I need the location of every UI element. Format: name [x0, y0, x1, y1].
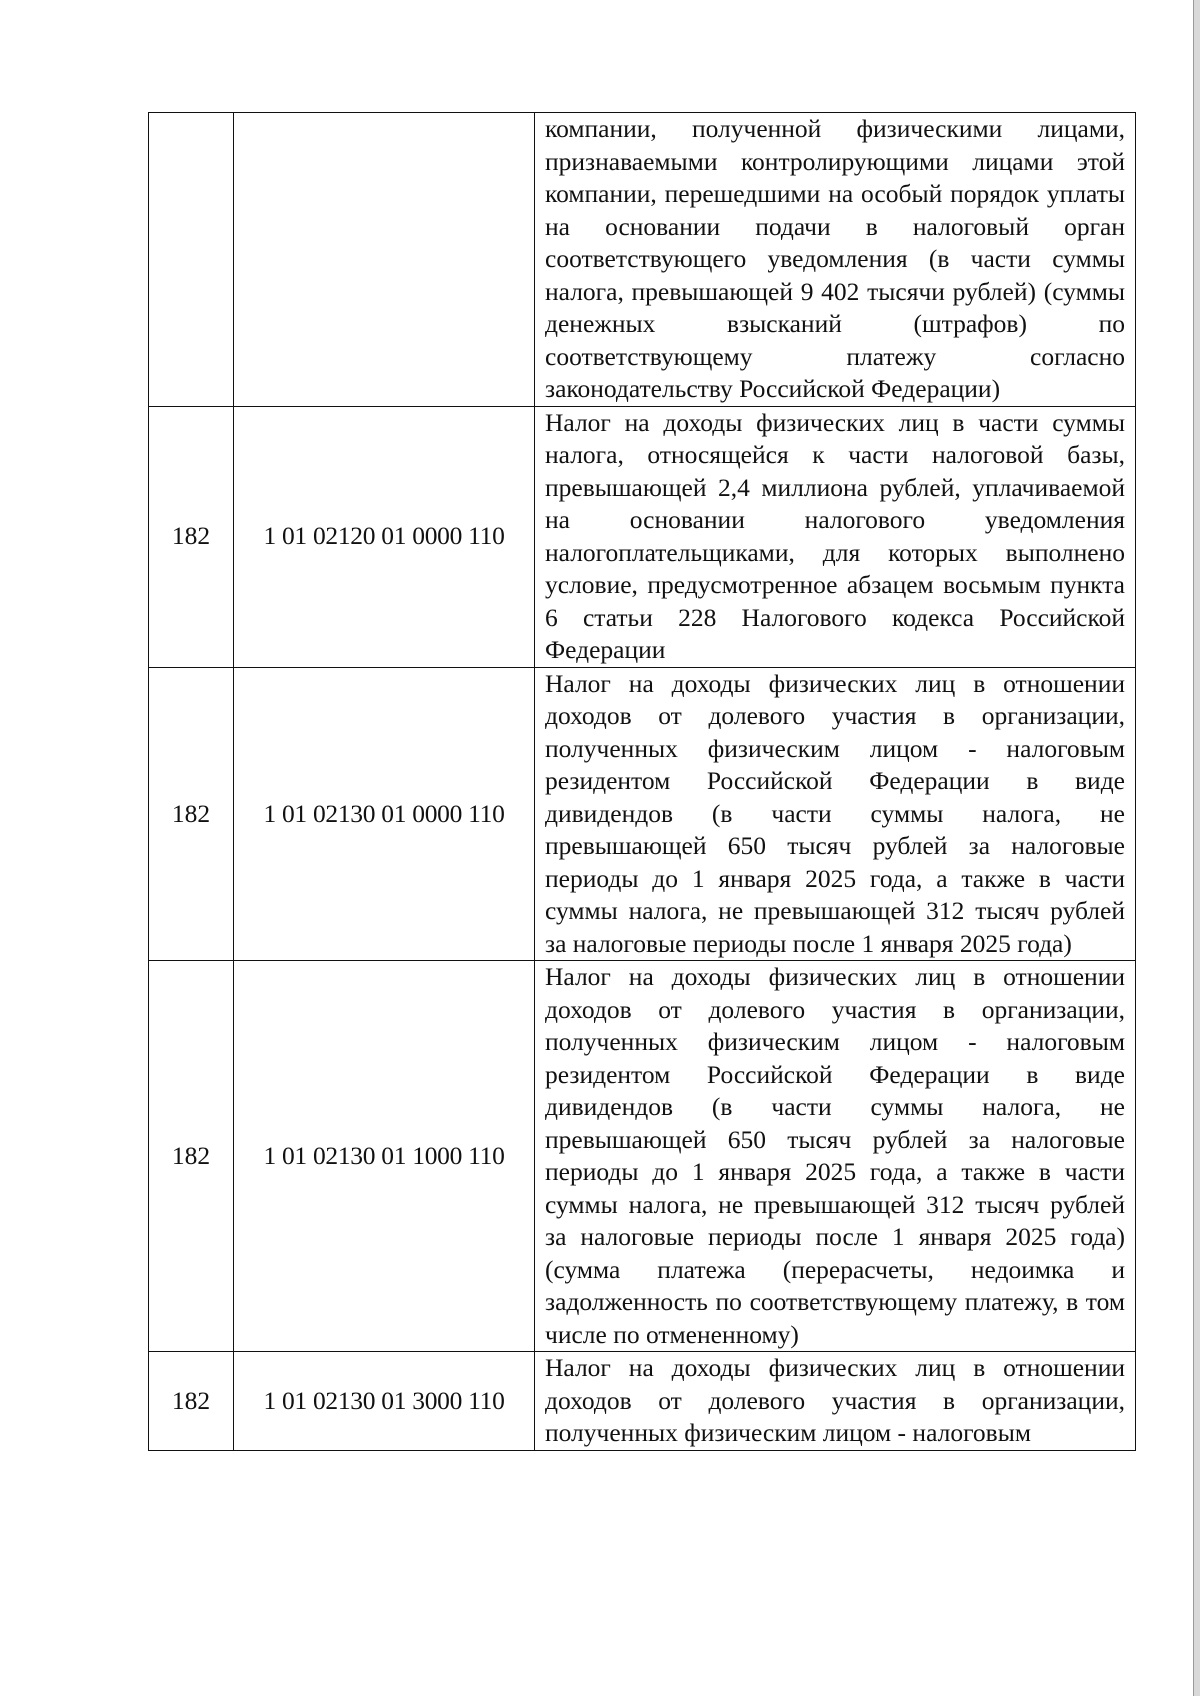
- table-row: [149, 667, 1136, 961]
- revenue-name-cell: Налог на доходы физических лиц в отношении доходов от долевого участия в организации, полученных физическим лицом - налоговым: [535, 1352, 1136, 1451]
- admin-code-cell: 182: [149, 406, 234, 667]
- budget-code-cell: [234, 113, 535, 407]
- budget-code-cell: 1 01 02120 01 0000 110: [234, 406, 535, 667]
- table-row: [149, 406, 1136, 667]
- revenue-name-cell: компании, полученной физическими лицами, признаваемыми контролирующими лицами этой компании, перешедшими на особый порядок уплаты на основании подачи в налоговый орган соответствующего уведомления (в части суммы налога, превышающей 9 402 тысячи рублей) (суммы денежных взысканий (штрафов) по соответствующему платежу согласно законодательству Российской Федерации): [535, 113, 1136, 407]
- page-edge: [1193, 0, 1200, 1696]
- table-row: [149, 961, 1136, 1352]
- revenue-name-cell: Налог на доходы физических лиц в части суммы налога, относящейся к части налоговой базы, превышающей 2,4 миллиона рублей, уплачиваемой на основании налогового уведомления налогоплательщиками, для которых выполнено условие, предусмотренное абзацем восьмым пункта 6 статьи 228 Налогового кодекса Российской Федерации: [535, 406, 1136, 667]
- revenue-name-cell: Налог на доходы физических лиц в отношении доходов от долевого участия в организации, полученных физическим лицом - налоговым резидентом Российской Федерации в виде дивидендов (в части суммы налога, не превышающей 650 тысяч рублей за налоговые периоды до 1 января 2025 года, а также в части суммы налога, не превышающей 312 тысяч рублей за налоговые периоды после 1 января 2025 года) (сумма платежа (перерасчеты, недоимка и задолженность по соответствующему платежу, в том числе по отмененному): [535, 961, 1136, 1352]
- budget-code-cell: 1 01 02130 01 1000 110: [234, 961, 535, 1352]
- admin-code-cell: 182: [149, 1352, 234, 1451]
- table-row: [149, 1352, 1136, 1451]
- budget-code-cell: 1 01 02130 01 3000 110: [234, 1352, 535, 1451]
- admin-code-cell: 182: [149, 667, 234, 961]
- revenue-name-cell: Налог на доходы физических лиц в отношении доходов от долевого участия в организации, полученных физическим лицом - налоговым резидентом Российской Федерации в виде дивидендов (в части суммы налога, не превышающей 650 тысяч рублей за налоговые периоды до 1 января 2025 года, а также в части суммы налога, не превышающей 312 тысяч рублей за налоговые периоды после 1 января 2025 года): [535, 667, 1136, 961]
- admin-code-cell: [149, 113, 234, 407]
- admin-code-cell: 182: [149, 961, 234, 1352]
- budget-codes-table: [148, 112, 1136, 1451]
- budget-code-cell: 1 01 02130 01 0000 110: [234, 667, 535, 961]
- table-row: [149, 113, 1136, 407]
